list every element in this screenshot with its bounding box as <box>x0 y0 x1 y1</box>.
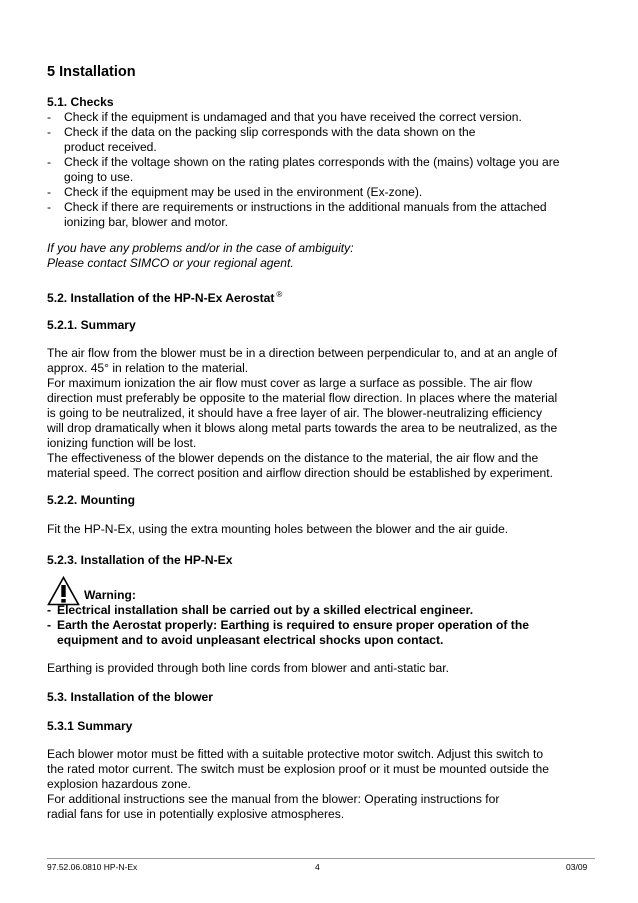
checks-heading: 5.1. Checks <box>47 95 114 109</box>
bullet-dash: - <box>47 200 52 214</box>
list-item-text: Check if there are requirements or instructions in the additional manuals from the attached <box>64 200 547 214</box>
paragraph-line: the rated motor current. The switch must be explosion proof or it must be mounted outside the <box>47 762 549 776</box>
bullet-dash: - <box>47 155 52 169</box>
list-item-text: Earth the Aerostat properly: Earthing is required to ensure proper operation of the <box>57 618 529 632</box>
paragraph-line: approx. 45° in relation to the material. <box>47 361 249 375</box>
installation-heading-text: 5.2. Installation of the HP-N-Ex Aerostat <box>47 291 275 306</box>
list-item-text: Check if the equipment is undamaged and that you have received the correct version. <box>64 110 522 124</box>
footer-doc-number: 97.52.06.0810 HP-N-Ex <box>47 862 138 872</box>
earthing-text: Earthing is provided through both line cords from blower and anti-static bar. <box>47 661 449 675</box>
footer-divider <box>47 858 595 859</box>
list-item-continuation: ionizing bar, blower and motor. <box>64 215 229 229</box>
paragraph-line: radial fans for use in potentially explosive atmospheres. <box>47 807 345 821</box>
summary-heading: 5.2.1. Summary <box>47 318 136 332</box>
paragraph-line: For additional instructions see the manual from the blower: Operating instructions for <box>47 792 500 806</box>
bullet-dash: - <box>47 110 52 124</box>
paragraph-line: will drop dramatically when it blows along metal parts towards the area to be neutralized, as the <box>47 421 558 435</box>
mounting-heading: 5.2.2. Mounting <box>47 493 136 507</box>
bullet-dash: - <box>47 603 52 617</box>
footer-date: 03/09 <box>566 862 588 872</box>
footer-page-number: 4 <box>315 862 320 872</box>
installation-heading <box>47 287 282 306</box>
blower-installation-heading: 5.3. Installation of the blower <box>47 690 213 704</box>
list-item-continuation: equipment and to avoid unpleasant electrical shocks upon contact. <box>57 633 444 647</box>
registered-mark: ® <box>276 290 283 299</box>
list-item-text: Check if the voltage shown on the rating plates corresponds with the (mains) voltage you are <box>64 155 560 169</box>
warning-triangle-icon <box>47 576 80 606</box>
paragraph-line: is going to be neutralized, it should have a free layer of air. The blower-neutralizing efficiency <box>47 406 543 420</box>
list-item-text: Check if the data on the packing slip corresponds with the data shown on the <box>64 125 476 139</box>
paragraph-line: For maximum ionization the air flow must cover as large a surface as possible. The air flow <box>47 376 533 390</box>
paragraph-line: The air flow from the blower must be in a direction between perpendicular to, and at an angle of <box>47 346 558 360</box>
mounting-text: Fit the HP-N-Ex, using the extra mounting holes between the blower and the air guide. <box>47 522 509 536</box>
bullet-dash: - <box>47 125 52 139</box>
list-item-continuation: product received. <box>64 140 157 154</box>
bullet-dash: - <box>47 618 52 632</box>
paragraph-line: ionizing function will be lost. <box>47 436 197 450</box>
paragraph-line: direction must preferably be opposite to the material flow direction. In places where the material <box>47 391 558 405</box>
paragraph-line: material speed. The correct position and airflow direction should be established by experiment. <box>47 466 553 480</box>
blower-summary-heading: 5.3.1 Summary <box>47 719 133 733</box>
list-item-continuation: going to use. <box>64 170 134 184</box>
contact-note: If you have any problems and/or in the case of ambiguity: <box>47 241 354 255</box>
bullet-dash: - <box>47 185 52 199</box>
section-title: 5 Installation <box>47 64 136 80</box>
paragraph-line: Each blower motor must be fitted with a suitable protective motor switch. Adjust this switch to <box>47 747 544 761</box>
list-item-text: Check if the equipment may be used in the environment (Ex-zone). <box>64 185 423 199</box>
list-item-text: Electrical installation shall be carried out by a skilled electrical engineer. <box>57 603 474 617</box>
hpnex-installation-heading: 5.2.3. Installation of the HP-N-Ex <box>47 553 233 567</box>
warning-label: Warning: <box>84 588 136 602</box>
paragraph-line: The effectiveness of the blower depends on the distance to the material, the air flow and the <box>47 451 539 465</box>
contact-note: Please contact SIMCO or your regional agent. <box>47 256 294 270</box>
paragraph-line: explosion hazardous zone. <box>47 777 191 791</box>
